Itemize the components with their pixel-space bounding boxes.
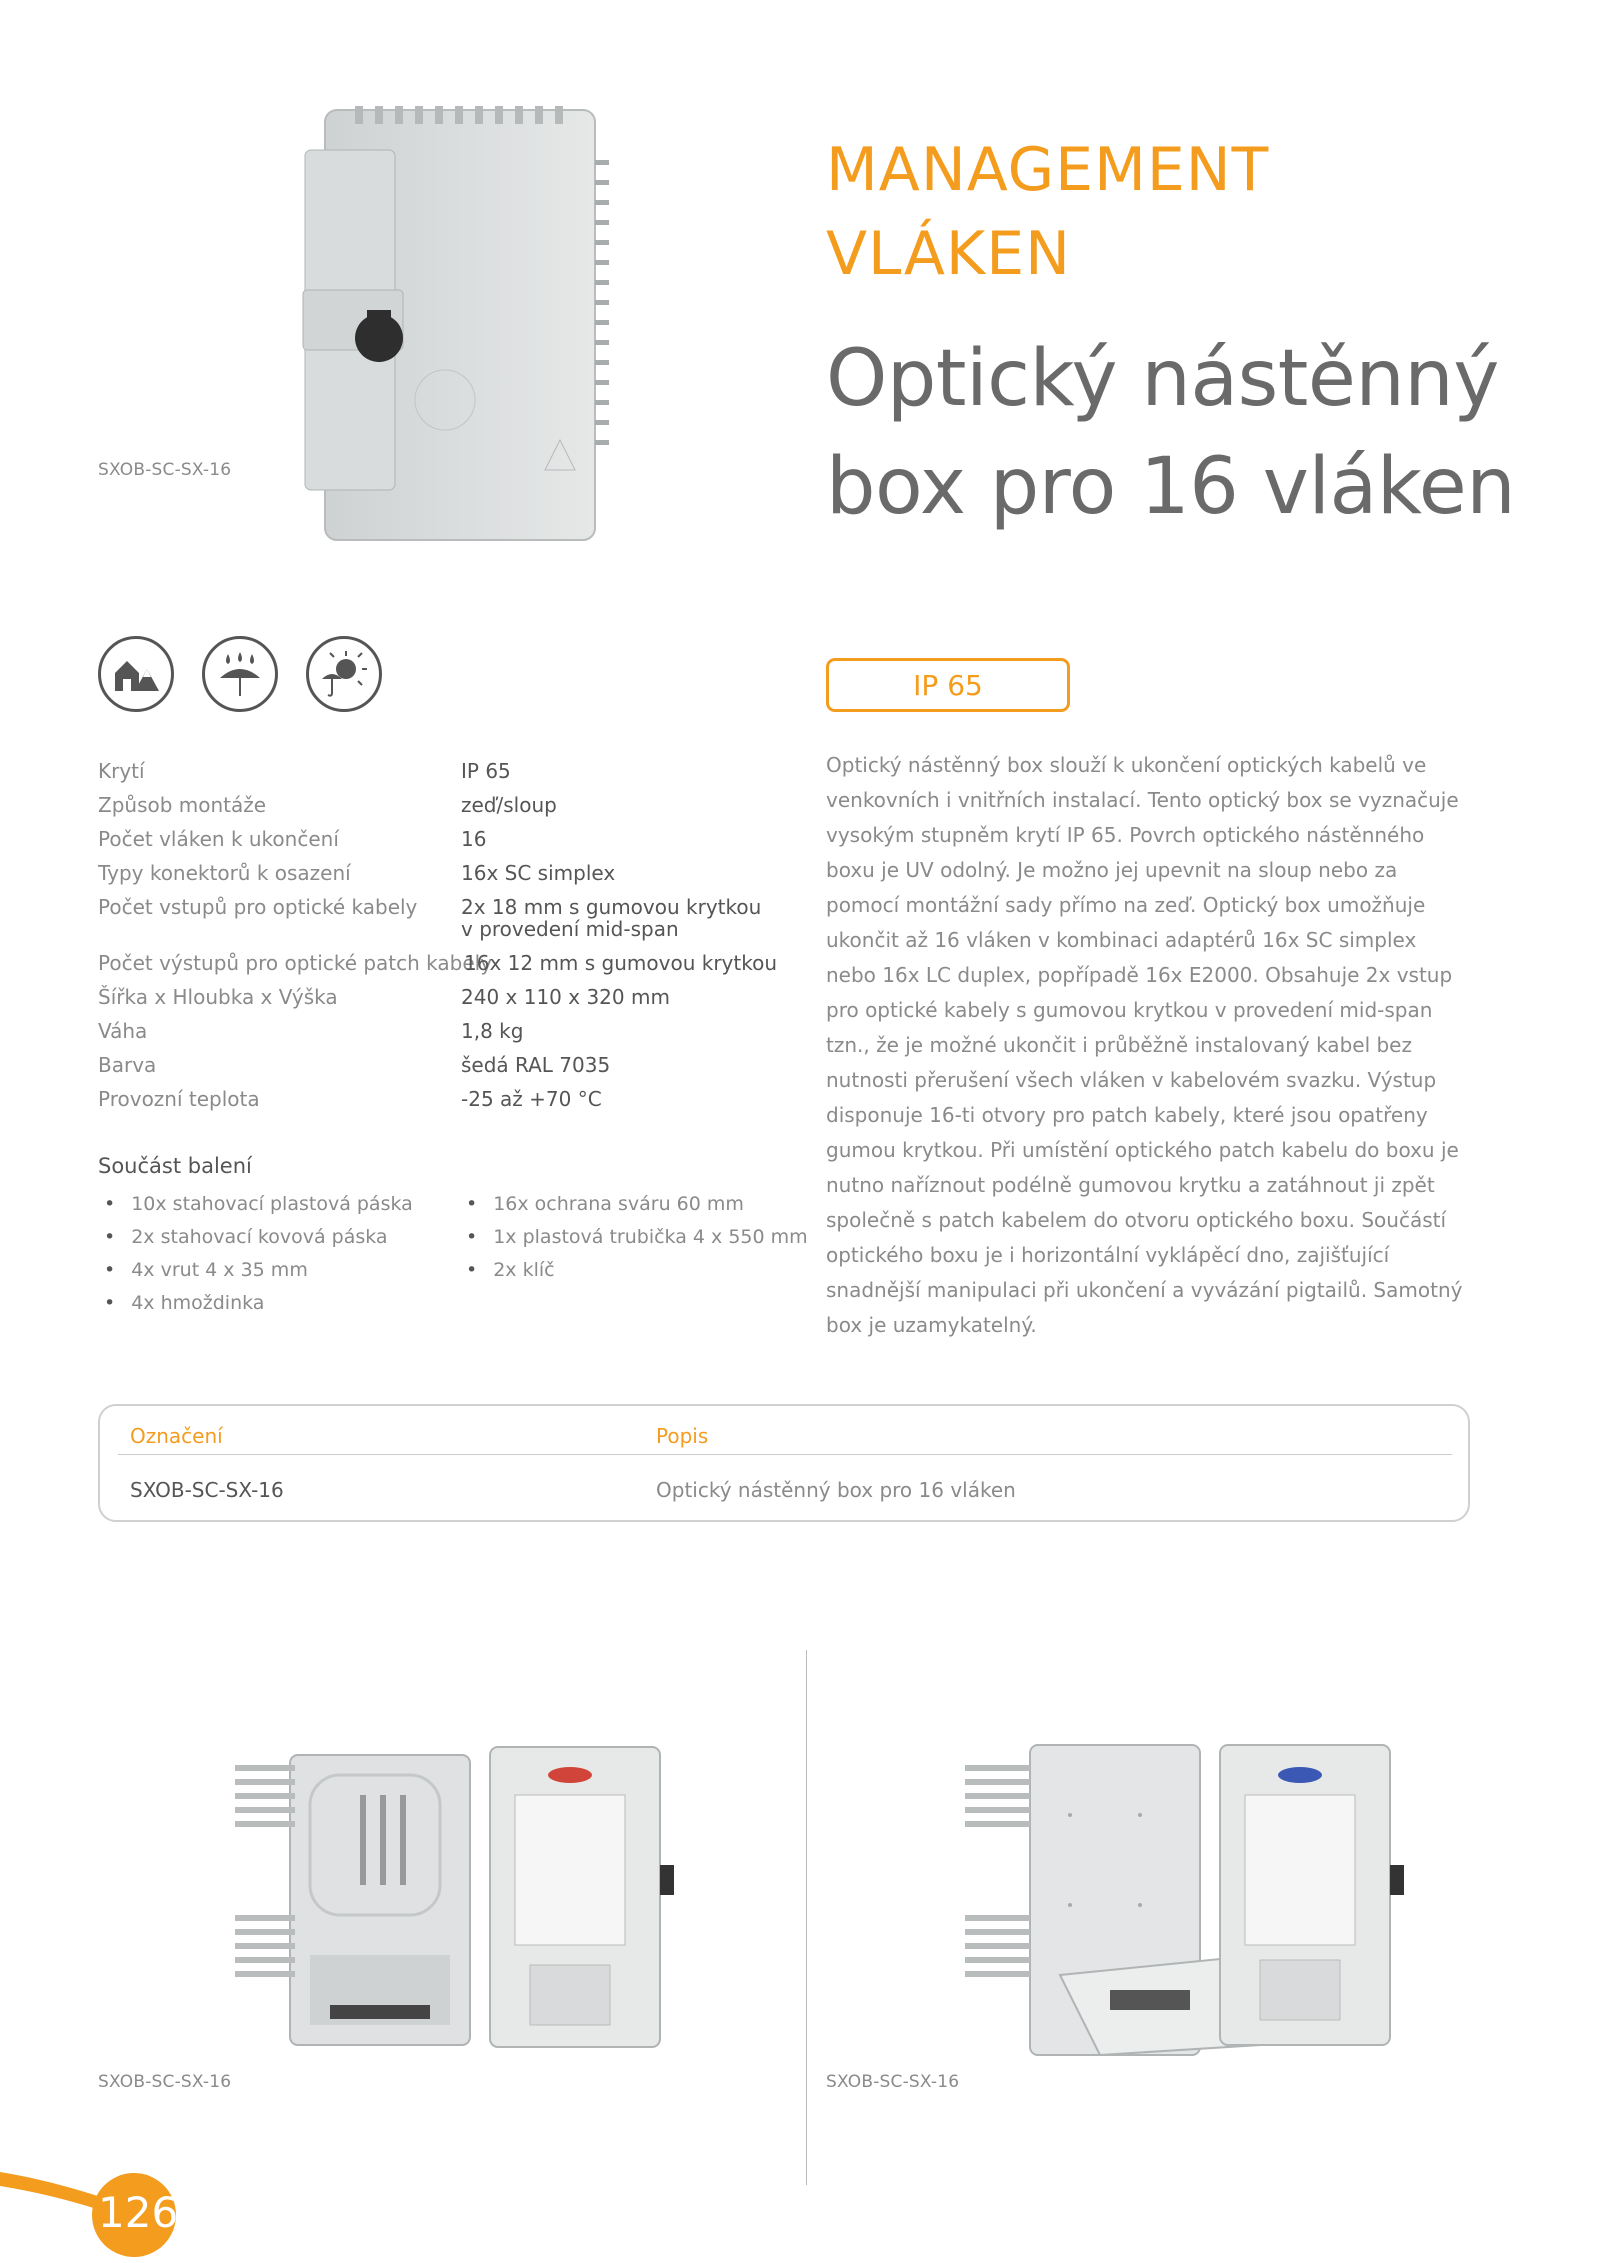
table-header-desc: Popis: [656, 1424, 709, 1448]
spec-row: [98, 946, 798, 980]
specs-table: [98, 754, 798, 1116]
spec-label: Počet vláken k ukončení: [98, 827, 339, 851]
product-title-line2: box pro 16 vláken: [826, 442, 1516, 532]
spec-value: 1,8 kg: [461, 1019, 524, 1043]
spec-label: Počet výstupů pro optické patch kabely: [98, 951, 493, 975]
spec-value: [461, 890, 761, 946]
spec-value: 240 x 110 x 320 mm: [461, 985, 670, 1009]
page-number: 126: [98, 2188, 179, 2237]
list-item: • 16x ochrana sváru 60 mm: [466, 1188, 808, 1221]
section-title: [826, 128, 1269, 296]
indoor-outdoor-icon: [98, 636, 174, 712]
spec-value: 16x SC simplex: [461, 861, 616, 885]
spec-value-line2: v provedení mid-span: [461, 917, 679, 941]
spec-value: 16: [461, 827, 487, 851]
spec-label: Barva: [98, 1053, 157, 1077]
list-item: • 2x klíč: [466, 1254, 808, 1287]
spec-value: -25 až +70 °C: [461, 1087, 602, 1111]
table-cell-code: SXOB-SC-SX-16: [130, 1478, 284, 1502]
order-table: [98, 1404, 1470, 1522]
spec-row: [98, 1014, 798, 1048]
list-item: • 2x stahovací kovová páska: [104, 1221, 413, 1254]
product-photo-open-right: [960, 1735, 1430, 2085]
bottom-left-caption: SXOB-SC-SX-16: [98, 2072, 232, 2092]
spec-row: [98, 980, 798, 1014]
spec-label: Provozní teplota: [98, 1087, 260, 1111]
image-divider: [806, 1650, 807, 2185]
spec-label: Typy konektorů k osazení: [98, 861, 351, 885]
spec-row: [98, 754, 798, 788]
spec-value-line1: 2x 18 mm s gumovou krytkou: [461, 895, 762, 919]
package-title: Součást balení: [98, 1154, 252, 1178]
spec-value: zeď/sloup: [461, 793, 557, 817]
spec-label: Způsob montáže: [98, 793, 267, 817]
spec-row: [98, 890, 798, 946]
spec-row: [98, 1082, 798, 1116]
product-description: Optický nástěnný box slouží k ukončení optických kabelů ve venkovních i vnitřních instalací. Tento optický box se vyznačuje vysokým stupněm krytí IP 65. Povrch optického nástěnného boxu je UV odolný. Je možno jej upevnit na sloup nebo za pomocí montážní sady přímo na zeď. Optický box umožňuje ukončit až 16 vláken v kombinaci adaptérů 16x SC simplex nebo 16x LC duplex, popřípadě 16x E2000. Obsahuje 2x vstup pro optické kabely s gumovou krytkou v provedení mid-span tzn., že je možné ukončit i průběžně instalovaný kabel bez nutnosti přerušení všech vláken v kabelovém svazku. Výstup disponuje 16-ti otvory pro patch kabely, které jsou opatřeny gumou krytkou. Při umístění optického patch kabelu do boxu je nutno naříznout podélně gumovou krytku a zatáhnout ji zpět společně s patch kabelem do otvoru optického boxu. Součástí optického boxu je i horizontální vyklápěcí dno, zajišťující snadnější manipulaci při ukončení a vyvázání pigtailů. Samotný box je uzamykatelný.: [826, 753, 1463, 1337]
spec-row: [98, 856, 798, 890]
list-item: • 4x vrut 4 x 35 mm: [104, 1254, 413, 1287]
spec-row: [98, 822, 798, 856]
product-photo-closed: [295, 100, 625, 550]
table-header-code: Označení: [130, 1424, 223, 1448]
package-list-col1: [104, 1188, 413, 1320]
ip-rating-badge: IP 65: [826, 658, 1070, 712]
spec-label: Krytí: [98, 759, 145, 783]
spec-value: 16x 12 mm s gumovou krytkou: [464, 951, 778, 975]
spec-row: [98, 788, 798, 822]
spec-label: Šířka x Hloubka x Výška: [98, 985, 338, 1009]
spec-label: Počet vstupů pro optické kabely: [98, 895, 418, 919]
spec-row: [98, 1048, 798, 1082]
table-cell-desc: Optický nástěnný box pro 16 vláken: [656, 1478, 1016, 1502]
uv-resistant-icon: [306, 636, 382, 712]
table-divider: [118, 1454, 1452, 1455]
list-item: • 4x hmoždinka: [104, 1287, 413, 1320]
package-list-col2: [466, 1188, 808, 1287]
list-item: • 1x plastová trubička 4 x 550 mm: [466, 1221, 808, 1254]
list-item: • 10x stahovací plastová páska: [104, 1188, 413, 1221]
product-photo-open-left: [230, 1735, 700, 2065]
product-title-line1: Optický nástěnný: [826, 334, 1499, 424]
section-title-line1: MANAGEMENT: [826, 135, 1270, 205]
waterproof-icon: [202, 636, 278, 712]
spec-label: Váha: [98, 1019, 148, 1043]
spec-value: IP 65: [461, 759, 511, 783]
product-title: [826, 325, 1515, 541]
spec-value: šedá RAL 7035: [461, 1053, 611, 1077]
bottom-right-caption: SXOB-SC-SX-16: [826, 2072, 960, 2092]
top-image-caption: SXOB-SC-SX-16: [98, 460, 232, 480]
section-title-line2: VLÁKEN: [826, 219, 1072, 289]
